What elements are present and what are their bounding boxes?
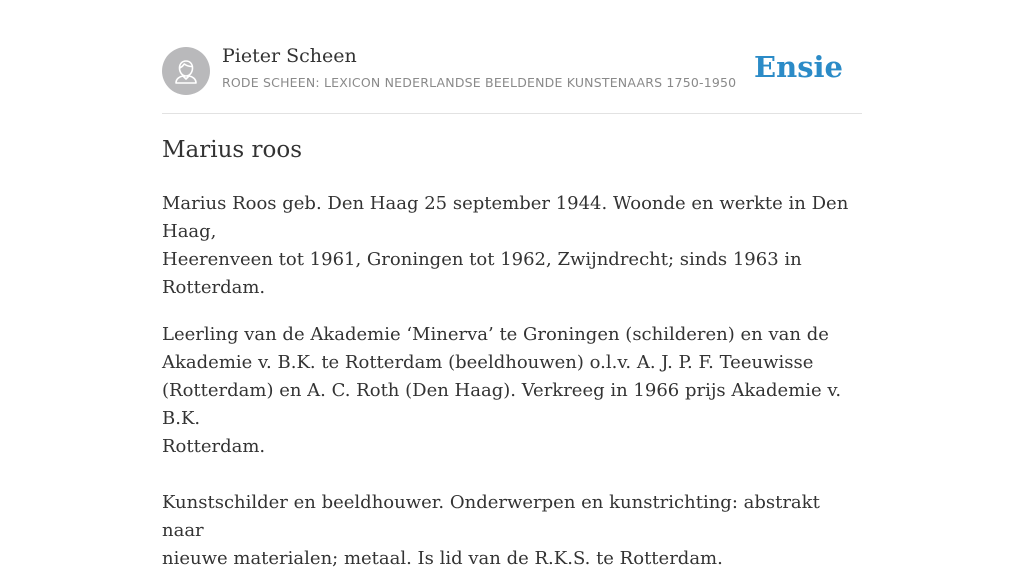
article-card <box>162 0 862 569</box>
page-title: Marius roos <box>162 137 303 163</box>
source-title[interactable]: RODE SCHEEN: LEXICON NEDERLANDSE BEELDENDE KUNSTENAARS 1750-1950 <box>222 75 737 90</box>
brand-logo[interactable]: Ensie <box>754 50 843 84</box>
paragraph-biography: Marius Roos geb. Den Haag 25 september 1944. Woonde en werkte in Den Haag, Heerenveen tot 1961, Groningen tot 1962, Zwijndrecht; sinds 1963 in Rotterdam. <box>162 193 849 298</box>
article-header <box>162 0 862 114</box>
author-name[interactable]: Pieter Scheen <box>222 45 357 67</box>
article-body <box>162 190 862 573</box>
author-avatar[interactable] <box>162 47 210 95</box>
user-silhouette-icon <box>162 47 210 95</box>
paragraph-education: Leerling van de Akademie ‘Minerva’ te Groningen (schilderen) en van de Akademie v. B.K. te Rotterdam (beeldhouwen) o.l.v. A. J. P. F. Teeuwisse (Rotterdam) en A. C. Roth (Den Haag). Verkreeg in 1966 prijs Akademie v. B.K. Rotterdam. Kunstschilder en beeldhouwer. Onderwerpen en kunstrichting: abstrakt naar nieuwe materialen; metaal. Is lid van de R.K.S. te Rotterdam. <box>162 324 842 569</box>
